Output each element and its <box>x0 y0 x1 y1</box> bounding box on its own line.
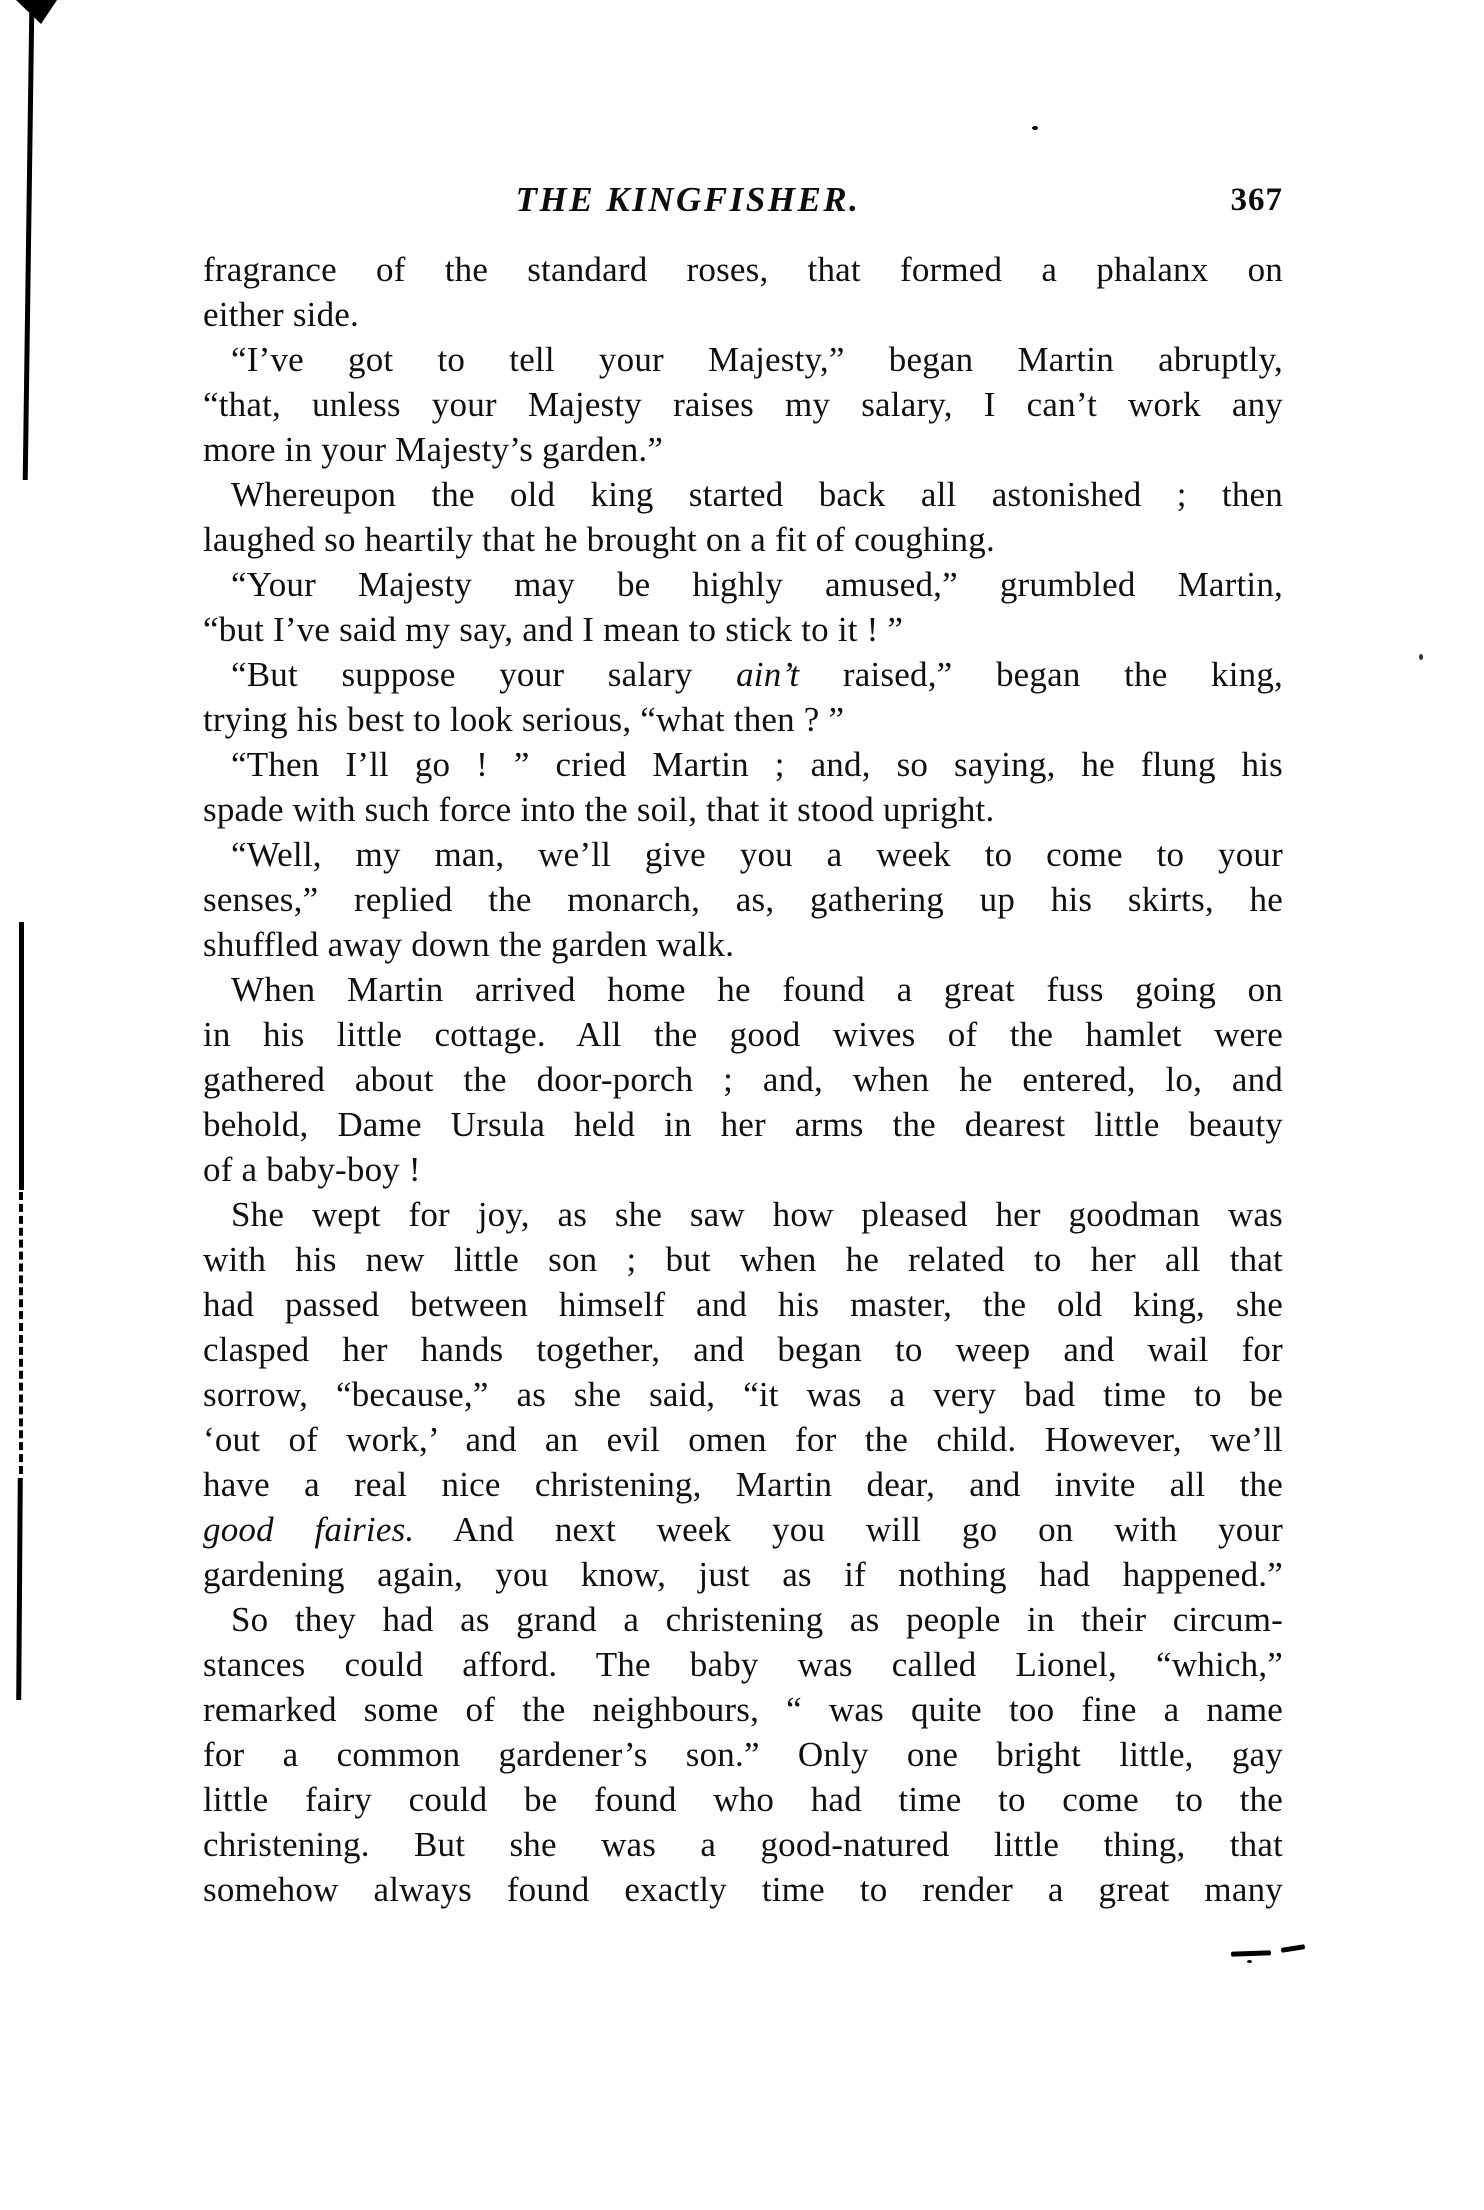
text-line: “Then I’ll go ! ” cried Martin ; and, so saying, he flung his <box>231 745 1283 784</box>
text-line: in his little cottage. All the good wives of the hamlet were <box>203 1015 1283 1054</box>
text-line: Whereupon the old king started back all astonished ; then <box>231 475 1283 514</box>
text-line: either side. <box>203 295 359 334</box>
text-line: good fairies. And next week you will go on with your <box>203 1510 1283 1549</box>
text-line: laughed so heartily that he brought on a fit of coughing. <box>203 520 995 559</box>
text-line: stances could afford. The baby was called Lionel, “which,” <box>203 1645 1283 1684</box>
text-line: ‘out of work,’ and an evil omen for the child. However, we’ll <box>203 1420 1283 1459</box>
text-line: somehow always found exactly time to render a great many <box>203 1870 1283 1909</box>
ink-speck-top <box>1032 126 1038 130</box>
text-line: sorrow, “because,” as she said, “it was a very bad time to be <box>203 1375 1283 1414</box>
text-line: “Your Majesty may be highly amused,” grumbled Martin, <box>231 565 1283 604</box>
text-line: gathered about the door-porch ; and, when he entered, lo, and <box>203 1060 1283 1099</box>
ink-smudge-bottom <box>1231 1950 1271 1956</box>
binding-line-dashed <box>19 1192 23 1474</box>
binding-line-middle <box>19 922 24 1190</box>
text-line: When Martin arrived home he found a great fuss going on <box>231 970 1283 1009</box>
binding-line-lower <box>16 1478 23 1700</box>
text-block <box>203 247 1283 1912</box>
binding-mark-triangle <box>16 0 57 24</box>
ink-smudge-bottom <box>1281 1944 1305 1953</box>
page-title: THE KINGFISHER. <box>515 180 861 219</box>
text-line: “But suppose your salary ain’t raised,” began the king, <box>231 655 1283 694</box>
text-line: had passed between himself and his master, the old king, she <box>203 1285 1283 1324</box>
text-line: trying his best to look serious, “what then ? ” <box>203 700 845 739</box>
binding-line-upper <box>23 10 35 480</box>
text-line: christening. But she was a good-natured little thing, that <box>203 1825 1283 1864</box>
text-line: So they had as grand a christening as people in their circum- <box>231 1600 1283 1639</box>
ink-speck-right <box>1419 654 1423 660</box>
text-line: for a common gardener’s son.” Only one bright little, gay <box>203 1735 1283 1774</box>
text-line: “Well, my man, we’ll give you a week to come to your <box>231 835 1283 874</box>
text-line: fragrance of the standard roses, that formed a phalanx on <box>203 250 1283 289</box>
text-line: remarked some of the neighbours, “ was quite too fine a name <box>203 1690 1283 1729</box>
text-line: senses,” replied the monarch, as, gathering up his skirts, he <box>203 880 1283 919</box>
ink-smudge-bottom <box>1247 1960 1252 1963</box>
running-head <box>203 180 1283 222</box>
text-line: shuffled away down the garden walk. <box>203 925 735 964</box>
text-line: little fairy could be found who had time to come to the <box>203 1780 1283 1819</box>
text-line: have a real nice christening, Martin dear, and invite all the <box>203 1465 1283 1504</box>
page-number: 367 <box>1230 182 1283 218</box>
text-line: “that, unless your Majesty raises my salary, I can’t work any <box>203 385 1283 424</box>
text-line: more in your Majesty’s garden.” <box>203 430 664 469</box>
text-line: spade with such force into the soil, that it stood upright. <box>203 790 995 829</box>
text-line: “but I’ve said my say, and I mean to stick to it ! ” <box>203 610 904 649</box>
text-line: She wept for joy, as she saw how pleased her goodman was <box>231 1195 1283 1234</box>
text-line: gardening again, you know, just as if nothing had happened.” <box>203 1555 1283 1594</box>
text-line: of a baby-boy ! <box>203 1150 421 1189</box>
text-line: with his new little son ; but when he related to her all that <box>203 1240 1283 1279</box>
text-line: behold, Dame Ursula held in her arms the dearest little beauty <box>203 1105 1283 1144</box>
text-line: “I’ve got to tell your Majesty,” began Martin abruptly, <box>231 340 1283 379</box>
text-line: clasped her hands together, and began to weep and wail for <box>203 1330 1283 1369</box>
